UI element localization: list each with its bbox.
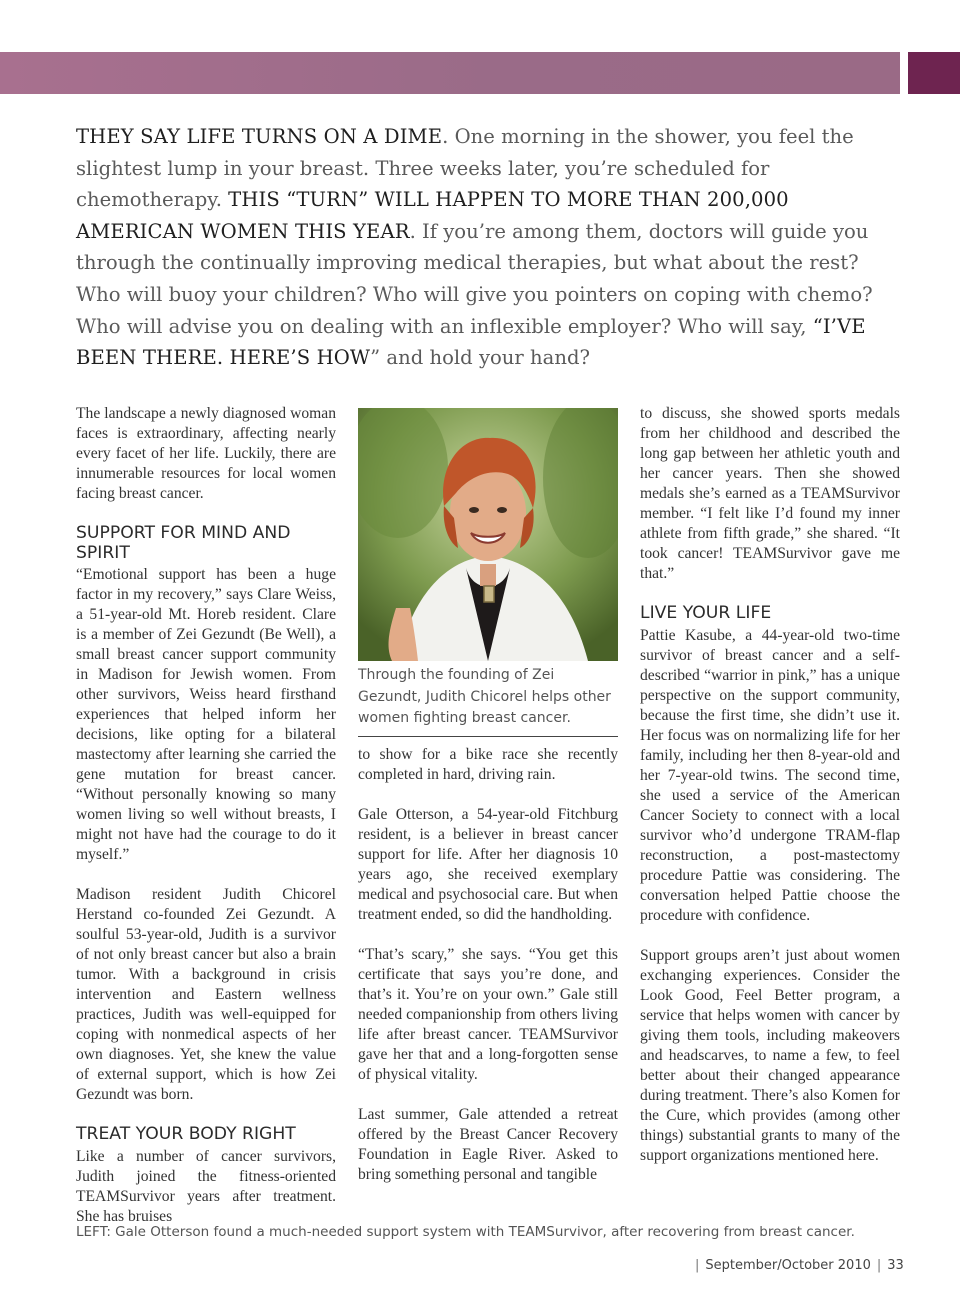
- body-paragraph: Support groups aren’t just about women exchanging experiences. Consider the Look Good, Feel Better program, a service that helps women with cancer by giving them tools, including makeovers and headscarves, to name a few, to feel better about their changed appearance during treatment. There’s also Komen for the Cure, which provides (among other things) substantial grants to many of the support organizations mentioned here.: [640, 946, 900, 1164]
- portrait-photo: [358, 408, 618, 661]
- header-color-tab: [908, 52, 960, 94]
- folio-divider: |: [876, 1258, 882, 1273]
- intro-lead-text: . One morning in the shower, you feel the slightest lump in your breast. Three weeks later, you’re scheduled for chemotherapy.: [76, 125, 854, 212]
- body-paragraph: Madison resident Judith Chicorel Herstand co-founded Zei Gezundt. A soulful 53-year-old, Judith is a survivor of not only breast cancer but also a brain tumor. With a background in crisis intervention and Eastern wellness practices, Judith was well-equipped for coping with nonmedical aspects of her own diagnoses. Yet, she knew the value of external support, which is how Zei Gezundt was born.: [76, 886, 336, 1103]
- portrait-illustration: [358, 408, 618, 661]
- intro-lead-caps: THEY SAY LIFE TURNS ON A DIME: [76, 125, 443, 148]
- article-column-1: [76, 404, 336, 1227]
- photo-credit-note: LEFT: Gale Otterson found a much-needed support system with TEAMSurvivor, after recovering from breast cancer.: [76, 1224, 855, 1240]
- intro-mid-text: . If you’re among them, doctors will guide you through the continually improving medical therapies, but what about the rest? Who will buoy your children? Who will give you pointers on coping with chemo? Who will advise you on dealing with an inflexible employer? Who will say,: [76, 219, 873, 338]
- body-paragraph: Like a number of cancer survivors, Judith joined the fitness-oriented TEAMSurvivor years after treatment. She has bruises: [76, 1147, 336, 1225]
- article-column-2: [358, 745, 618, 1185]
- body-paragraph: to discuss, she showed sports medals from her childhood and described the long gap between her athletic youth and her cancer years. Then she showed medals she’s earned as a TEAMSurvivor member. “I felt like I’d found my inner athlete from fifth grade,” she shared. “It took cancer! TEAMSurvivor gave me that.”: [640, 405, 900, 582]
- body-paragraph: to show for a bike race she recently completed in hard, driving rain.: [358, 746, 618, 783]
- body-paragraph: Gale Otterson, a 54-year-old Fitchburg resident, is a believer in breast cancer support for life. After her diagnosis 10 years ago, she received exemplary medical and psychosocial care. But when treatment ended, so did the handholding.: [358, 806, 618, 923]
- intro-end-caps: “I’VE BEEN THERE. HERE’S HOW: [76, 314, 866, 370]
- body-paragraph: The landscape a newly diagnosed woman faces is extraordinary, affecting nearly every facet of her life. Luckily, there are innumerable resources for local women facing breast cancer.: [76, 405, 336, 502]
- section-heading-body: TREAT YOUR BODY RIGHT: [76, 1124, 296, 1144]
- body-paragraph: “Emotional support has been a huge factor in my recovery,” says Clare Weiss, a 51-year-old Mt. Horeb resident. Clare is a member of Zei Gezundt (Be Well), a small breast cancer support community in Madison for Jewish women. From other survivors, Weiss heard firsthand experiences that helped inform her decisions, like opting for a bilateral mastectomy after learning she carried the gene mutation for breast cancer. “Without personally knowing so many women living so well without breasts, I might not have had the courage to do it myself.”: [76, 566, 336, 863]
- article-column-3: [640, 404, 900, 1166]
- folio-divider: |: [695, 1258, 700, 1273]
- body-paragraph: Pattie Kasube, a 44-year-old two-time survivor of breast cancer and a self-described “warrior in pink,” has a unique perspective on the support community, because the first time, she didn’t use it. Her focus was on normalizing life for her family, including her then 8-year-old and her 7-year-old twins. The second time, she used a service of the American Cancer Society to connect with a local survivor who’d undergone TRAM-flap reconstruction, a post-mastectomy procedure Pattie was considering. The conversation helped Pattie choose the procedure with confidence.: [640, 626, 900, 924]
- folio-issue: September/October 2010: [705, 1258, 871, 1273]
- body-paragraph: Last summer, Gale attended a retreat offered by the Breast Cancer Recovery Foundation in Eagle River. Asked to bring something personal and tangible: [358, 1106, 618, 1183]
- folio-page-number: 33: [887, 1258, 904, 1273]
- body-paragraph: “That’s scary,” she says. “You get this certificate that says you’re done, and that’s it. You’re on your own.” Gale still needed companionship from others living life after breast cancer. TEAMSurvivor gave her that and a long-forgotten sense of physical vitality.: [358, 946, 618, 1083]
- page-folio: [689, 1257, 904, 1275]
- intro-paragraph: [76, 121, 896, 374]
- intro-mid-caps: THIS “TURN” WILL HAPPEN TO MORE THAN 200,000 AMERICAN WOMEN THIS YEAR: [76, 188, 789, 243]
- intro-end-text: ” and hold your hand?: [370, 346, 590, 370]
- section-heading-support: SUPPORT FOR MIND AND SPIRIT: [76, 523, 291, 563]
- header-color-band: [0, 52, 900, 94]
- section-heading-live: LIVE YOUR LIFE: [640, 603, 772, 623]
- photo-caption: Through the founding of Zei Gezundt, Judith Chicorel helps other women fighting breast cancer.: [358, 665, 618, 737]
